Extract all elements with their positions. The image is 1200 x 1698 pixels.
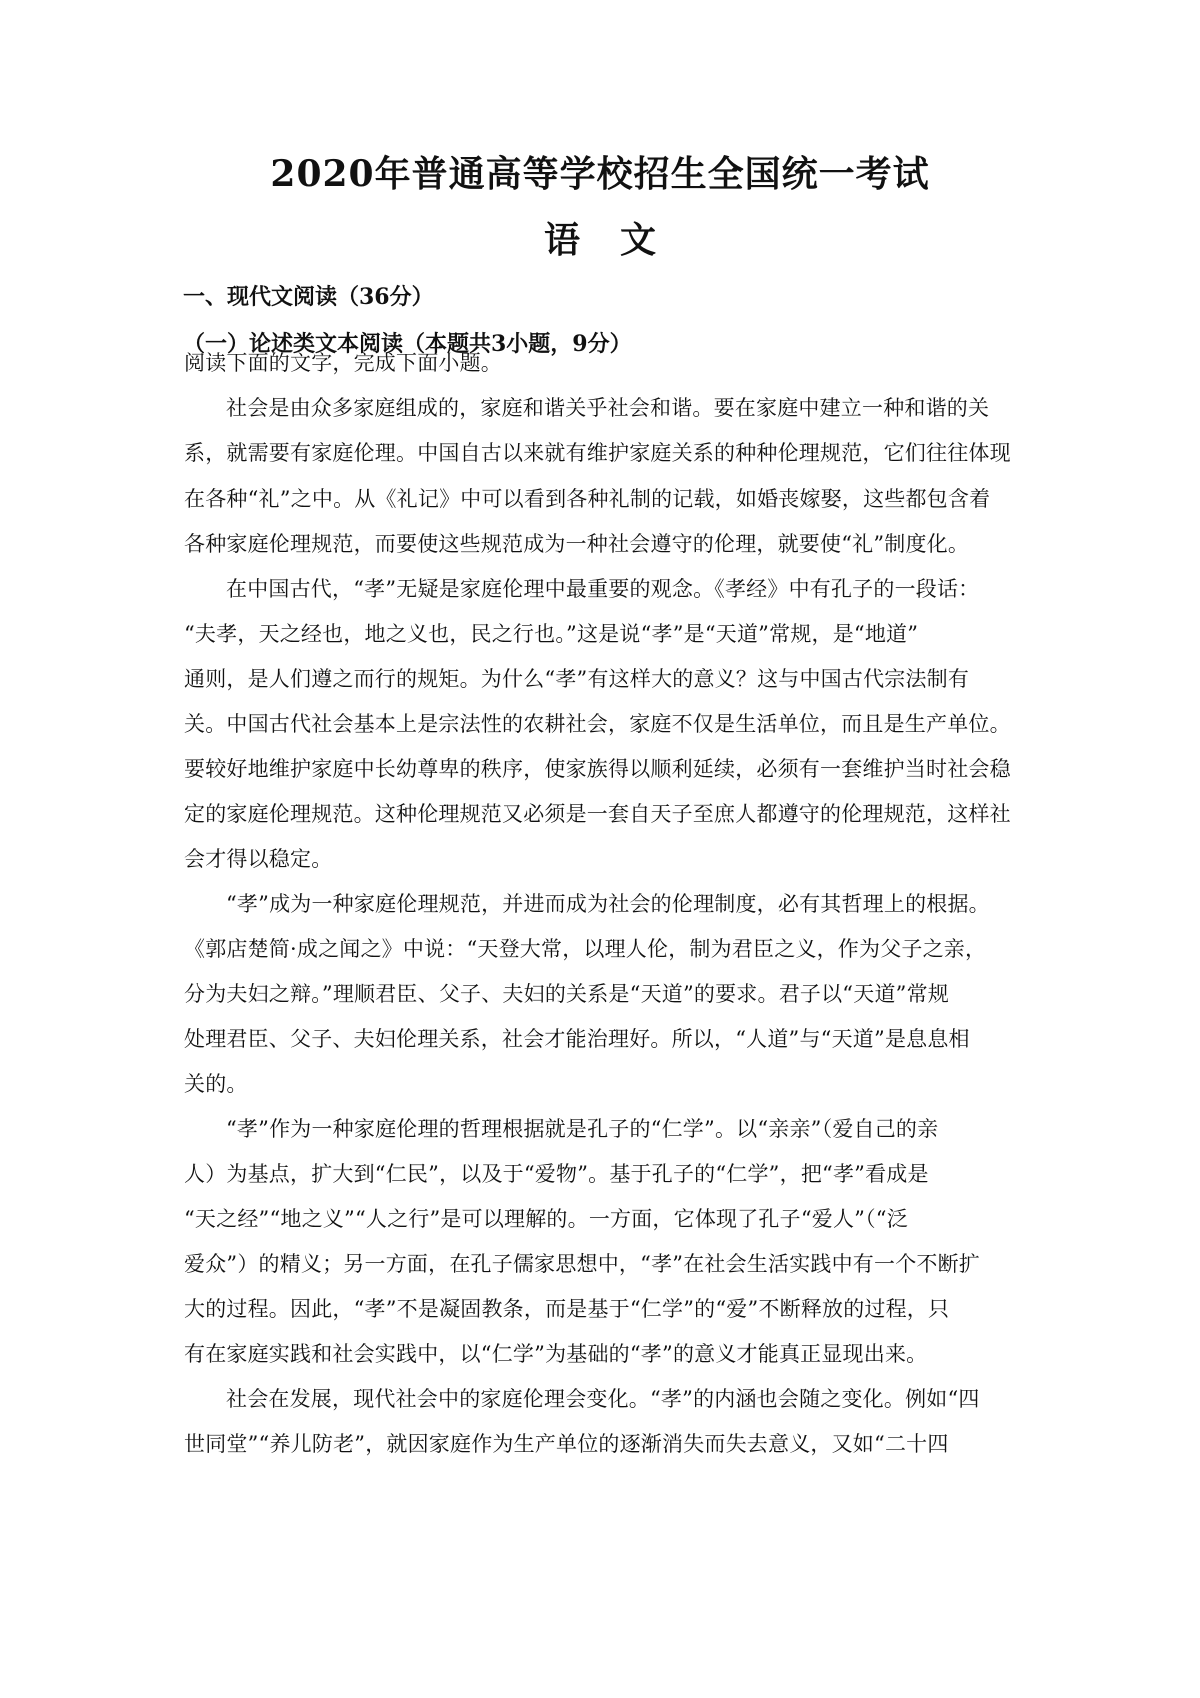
paragraph-line: 处理君臣、父子、夫妇伦理关系，社会才能治理好。所以，“人道”与“天道”是息息相 — [184, 1027, 970, 1051]
paragraph-line: “天之经”“地之义”“人之行”是可以理解的。一方面，它体现了孔子“爱人”（“泛 — [184, 1207, 908, 1231]
exam-title: 2020年普通高等学校招生全国统一考试 — [270, 153, 930, 195]
paragraph-line: 人）为基点，扩大到“仁民”，以及于“爱物”。基于孔子的“仁学”，把“孝”看成是 — [184, 1162, 929, 1186]
paragraph-line: “夫孝，天之经也，地之义也，民之行也。”这是说“孝”是“天道”常规，是“地道” — [184, 622, 919, 646]
paragraph-line: 爱众”）的精义；另一方面，在孔子儒家思想中，“孝”在社会生活实践中有一个不断扩 — [184, 1252, 981, 1276]
paragraph-line: 会才得以稳定。 — [184, 847, 333, 871]
paragraph-line: 定的家庭伦理规范。这种伦理规范又必须是一套自天子至庶人都遵守的伦理规范，这样社 — [184, 802, 1011, 826]
paragraph-line: 关。中国古代社会基本上是宗法性的农耕社会，家庭不仅是生活单位，而且是生产单位。 — [184, 712, 1011, 736]
paragraph-line: 各种家庭伦理规范，而要使这些规范成为一种社会遵守的伦理，就要使“礼”制度化。 — [184, 532, 970, 556]
paragraph-line: 在中国古代，“孝”无疑是家庭伦理中最重要的观念。《孝经》中有孔子的一段话： — [226, 577, 980, 601]
paragraph-line: 通则，是人们遵之而行的规矩。为什么“孝”有这样大的意义？这与中国古代宗法制有 — [184, 667, 970, 691]
paragraph-line: 大的过程。因此，“孝”不是凝固教条，而是基于“仁学”的“爱”不断释放的过程，只 — [184, 1297, 950, 1321]
instruction-text: 阅读下面的文字，完成下面小题。 — [184, 351, 502, 375]
paragraph-line: 社会是由众多家庭组成的，家庭和谐关乎社会和谐。要在家庭中建立一种和谐的关 — [226, 396, 990, 420]
section-heading: 一、现代文阅读（36分） — [183, 284, 434, 310]
paragraph-line: 分为夫妇之辩。”理顺君臣、父子、夫妇的关系是“天道”的要求。君子以“天道”常规 — [184, 982, 949, 1006]
paragraph-line: 世同堂”“养儿防老”，就因家庭作为生产单位的逐渐消失而失去意义，又如“二十四 — [184, 1432, 949, 1456]
paragraph-line: 社会在发展，现代社会中的家庭伦理会变化。“孝”的内涵也会随之变化。例如“四 — [226, 1387, 980, 1411]
paragraph-line: 关的。 — [184, 1072, 248, 1096]
paragraph-line: 系，就需要有家庭伦理。中国自古以来就有维护家庭关系的种种伦理规范，它们往往体现 — [184, 441, 1011, 465]
paragraph-line: “孝”作为一种家庭伦理的哲理根据就是孔子的“仁学”。以“亲亲”（爱自己的亲 — [226, 1117, 939, 1141]
subsection-heading: （一）论述类文本阅读（本题共3小题，9分） — [183, 331, 632, 357]
paragraph-line: 要较好地维护家庭中长幼尊卑的秩序，使家族得以顺利延续，必须有一套维护当时社会稳 — [184, 757, 1011, 781]
paragraph-line: “孝”成为一种家庭伦理规范，并进而成为社会的伦理制度，必有其哲理上的根据。 — [226, 892, 990, 916]
paragraph-line: 《郭店楚简·成之闻之》中说：“天登大常，以理人伦，制为君臣之义，作为父子之亲， — [184, 937, 987, 961]
subject-title: 语文 — [543, 219, 696, 261]
paragraph-line: 有在家庭实践和社会实践中，以“仁学”为基础的“孝”的意义才能真正显现出来。 — [184, 1342, 928, 1366]
paragraph-line: 在各种“礼”之中。从《礼记》中可以看到各种礼制的记载，如婚丧嫁娶，这些都包含着 — [184, 487, 991, 511]
